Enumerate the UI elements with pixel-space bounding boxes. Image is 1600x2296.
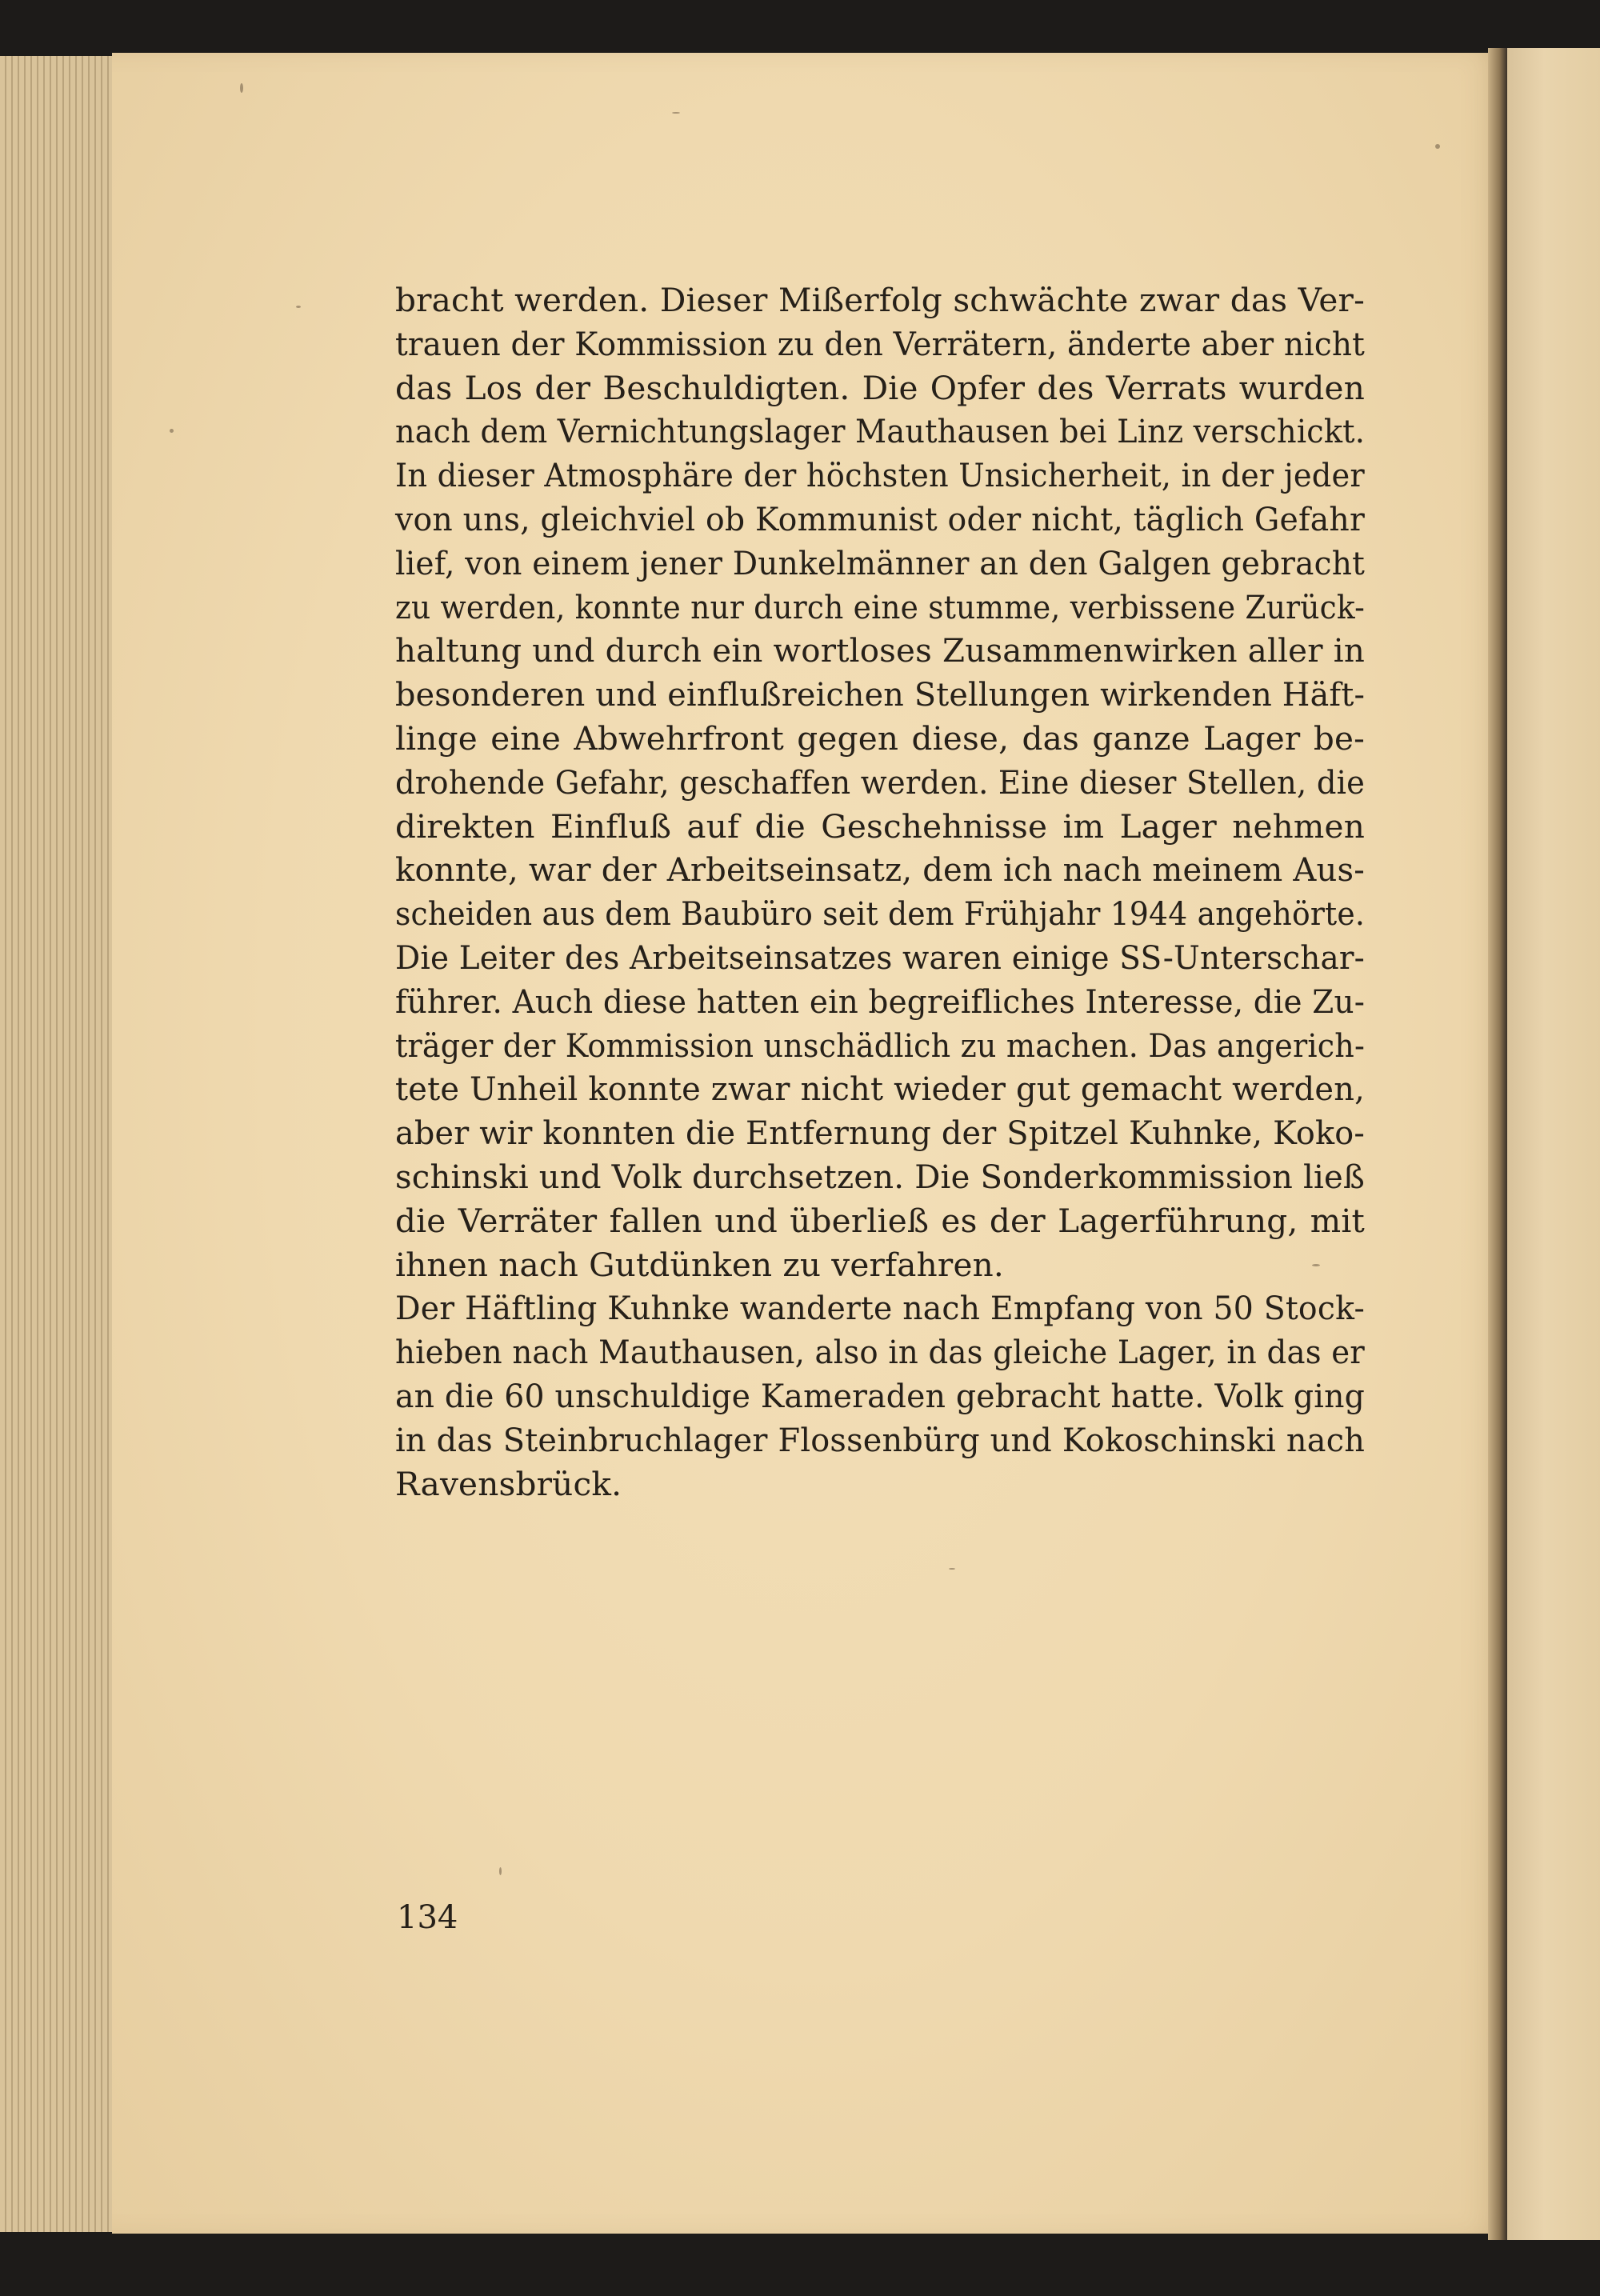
text-line: besonderen und einflußreichen Stellungen wirkenden Häft- bbox=[395, 675, 1366, 714]
text-line: bracht werden. Dieser Mißerfolg schwächte zwar das Ver- bbox=[395, 281, 1365, 319]
paper-speck bbox=[1435, 144, 1440, 149]
paragraph-2 bbox=[395, 1286, 1365, 1506]
text-line: tete Unheil konnte zwar nicht wieder gut gemacht werden, bbox=[395, 1070, 1366, 1109]
text-line: Der Häftling Kuhnke wanderte nach Empfang von 50 Stock- bbox=[395, 1289, 1365, 1328]
text-line: nach dem Vernichtungslager Mauthausen bei Linz verschickt. bbox=[395, 412, 1366, 451]
paper-speck bbox=[240, 83, 243, 93]
text-line: in das Steinbruchlager Flossenbürg und Kokoschinski nach bbox=[395, 1420, 1366, 1459]
text-line: drohende Gefahr, geschaffen werden. Eine dieser Stellen, die bbox=[395, 762, 1366, 802]
text-line: haltung und durch ein wortloses Zusammenwirken aller in bbox=[395, 631, 1365, 670]
text-line: von uns, gleichviel ob Kommunist oder nicht, täglich Gefahr bbox=[395, 499, 1365, 538]
text-line: ihnen nach Gutdünken zu verfahren. bbox=[395, 1245, 1004, 1284]
text-line: die Verräter fallen und überließ es der Lagerführung, mit bbox=[395, 1201, 1365, 1240]
text-line: träger der Kommission unschädlich zu machen. Das angerich- bbox=[395, 1026, 1366, 1065]
text-line: scheiden aus dem Baubüro seit dem Frühjahr 1944 angehörte. bbox=[395, 894, 1366, 934]
text-line: schinski und Volk durchsetzen. Die Sonderkommission ließ bbox=[395, 1157, 1365, 1196]
paper-speck bbox=[296, 306, 301, 308]
text-line: lief, von einem jener Dunkelmänner an den Galgen gebracht bbox=[395, 543, 1366, 582]
text-line: linge eine Abwehrfront gegen diese, das ganze Lager be- bbox=[395, 718, 1365, 758]
body-text bbox=[395, 278, 1365, 1506]
paragraph-1 bbox=[395, 278, 1365, 1286]
text-line: direkten Einfluß auf die Geschehnisse im Lager nehmen bbox=[395, 806, 1365, 846]
book-gutter bbox=[1488, 48, 1507, 2240]
paper-speck bbox=[949, 1568, 955, 1570]
page-number: 134 bbox=[397, 1899, 458, 1936]
text-line: In dieser Atmosphäre der höchsten Unsicherheit, in der jeder bbox=[395, 456, 1365, 495]
text-line: konnte, war der Arbeitseinsatz, dem ich nach meinem Aus- bbox=[395, 850, 1366, 890]
paper-speck bbox=[170, 429, 174, 433]
text-line: Ravensbrück. bbox=[395, 1464, 622, 1503]
paper-speck bbox=[672, 112, 680, 114]
text-line: trauen der Kommission zu den Verrätern, änderte aber nicht bbox=[395, 324, 1365, 363]
paper-speck bbox=[499, 1867, 502, 1875]
text-line: aber wir konnten die Entfernung der Spitzel Kuhnke, Koko- bbox=[395, 1114, 1366, 1153]
text-line: zu werden, konnte nur durch eine stumme, verbissene Zurück- bbox=[395, 587, 1366, 626]
text-line: hieben nach Mauthausen, also in das gleiche Lager, in das er bbox=[395, 1333, 1365, 1372]
text-line: an die 60 unschuldige Kameraden gebracht hatte. Volk ging bbox=[395, 1376, 1366, 1415]
text-line: das Los der Beschuldigten. Die Opfer des Verrats wurden bbox=[395, 368, 1365, 407]
text-line: Die Leiter des Arbeitseinsatzes waren einige SS-Unterschar- bbox=[395, 938, 1365, 977]
facing-page-edge bbox=[1507, 48, 1600, 2240]
page-edges bbox=[0, 56, 122, 2232]
text-line: führer. Auch diese hatten ein begreifliches Interesse, die Zu- bbox=[395, 982, 1366, 1021]
